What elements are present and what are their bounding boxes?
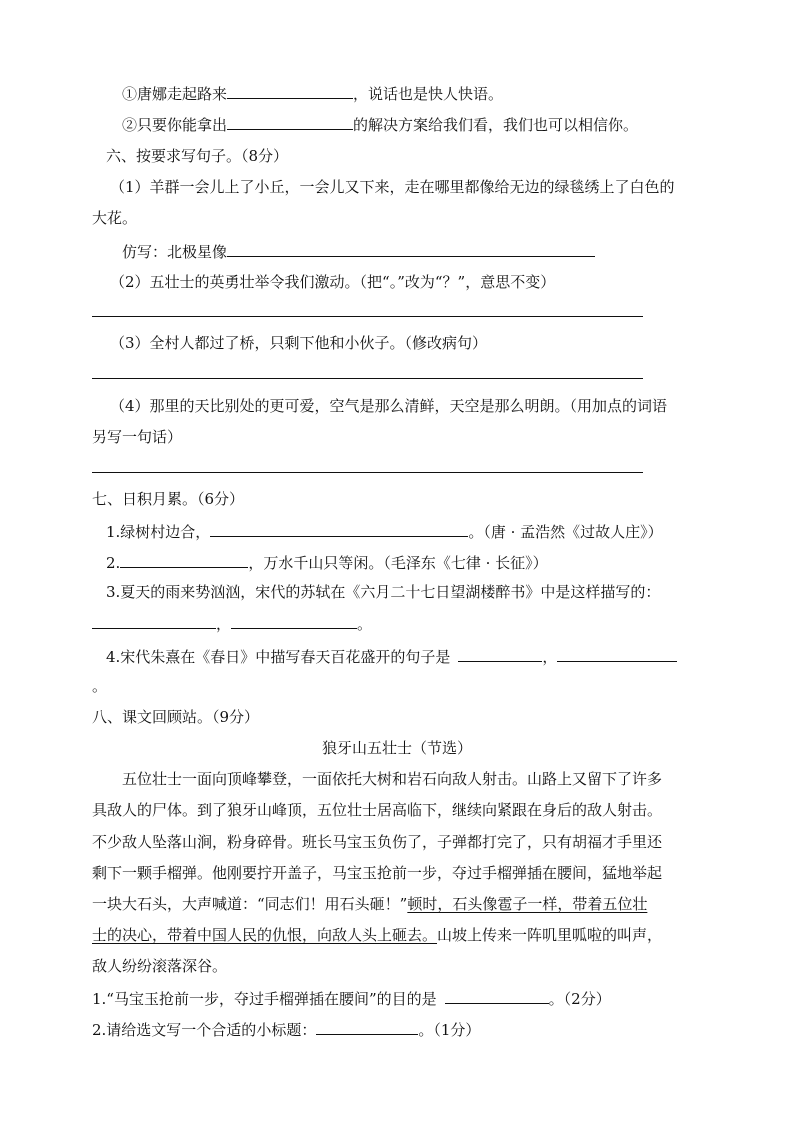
passage-line-2: 具敌人的尸体。到了狼牙山峰顶，五位壮士居高临下，继续向紧跟在身后的敌人射击。 (92, 801, 663, 819)
passage-line-6 (92, 925, 662, 945)
s7-q1-text-pre: 1.绿树村边合， (106, 523, 211, 541)
s5-item-2-text-post: 的解决方案给我们看，我们也可以相信你。 (353, 116, 639, 134)
s5-item-1 (122, 82, 503, 102)
passage-line-4: 剩下一颗手榴弹。他刚要拧开盖子，马宝玉抢前一步，夺过手榴弹插在腰间，猛地举起 (92, 864, 663, 882)
s6-q1-line2: 大花。 (92, 209, 138, 227)
s6-heading: 六、按要求写句子。（8分） (106, 147, 289, 165)
s8-q2-text-pre: 2.请给选文写一个合适的小标题： (92, 1021, 317, 1039)
s7-q3-line1: 3.夏天的雨来势汹汹，宋代的苏轼在《六月二十七日望湖楼醉书》中是这样描写的： (106, 583, 661, 601)
s5-item-1-text-post: ，说话也是快人快语。 (353, 85, 504, 103)
s6-q1-imitate (122, 240, 595, 260)
s8-q1-blank[interactable] (445, 987, 549, 1004)
s5-item-2 (122, 113, 638, 133)
s7-q3-blank-1[interactable] (92, 612, 216, 629)
s7-q4 (106, 645, 677, 665)
s7-q2-text-post: ，万水千山只等闲。（毛泽东《七律 · 长征》） (248, 554, 548, 572)
s7-q3-end: 。 (357, 615, 373, 633)
s7-q1-text-post: 。（唐 · 孟浩然《过故人庄》） (468, 523, 663, 541)
passage-line-1: 五位壮士一面向顶峰攀登，一面依托大树和岩石向敌人射击。山路上又留下了许多 (122, 770, 663, 788)
s5-item-2-text-pre: ②只要你能拿出 (122, 116, 228, 134)
s7-q4-separator: ， (542, 648, 558, 666)
s8-q1-text-pre: 1.“马宝玉抢前一步，夺过手榴弹插在腰间”的目的是 (92, 990, 437, 1008)
passage-line-6-underlined: 士的决心，带着中国人民的仇恨，向敌人头上砸去。 (92, 926, 438, 944)
s6-q4-answer-line[interactable] (92, 472, 643, 473)
s7-q4-end: 。 (92, 677, 108, 695)
s6-q1-imitate-blank[interactable] (227, 240, 595, 257)
s6-q1-line1: （1）羊群一会儿上了小丘，一会儿又下来，走在哪里都像给无边的绿毯绣上了白色的 (110, 178, 675, 196)
s8-q1 (92, 987, 611, 1007)
s7-heading: 七、日积月累。（6分） (92, 490, 245, 508)
s7-q3-line2 (92, 612, 372, 632)
s7-q4-text-pre: 4.宋代朱熹在《春日》中描写春天百花盛开的句子是 (106, 648, 451, 666)
s7-q2 (106, 551, 548, 571)
passage-line-3: 不少敌人坠落山涧，粉身碎骨。班长马宝玉负伤了，子弹都打完了，只有胡福才手里还 (92, 833, 663, 851)
s7-q1 (106, 520, 663, 540)
s7-q2-blank[interactable] (120, 551, 248, 568)
s8-q2 (92, 1018, 480, 1038)
passage-line-5-plain: 一块大石头，大声喊道：“同志们！用石头砸！” (92, 895, 408, 913)
s6-q3-answer-line[interactable] (92, 378, 643, 379)
s6-q4-line1: （4）那里的天比别处的更可爱，空气是那么清鲜，天空是那么明朗。（用加点的词语 (110, 397, 668, 415)
passage-line-5-underlined: 顿时，石头像雹子一样，带着五位壮 (407, 895, 648, 913)
s6-q4-line2: 另写一句话） (92, 428, 183, 446)
s7-q3-blank-2[interactable] (231, 612, 357, 629)
s6-q3: （3）全村人都过了桥，只剩下他和小伙子。（修改病句） (110, 334, 488, 352)
passage-line-6-plain: 山坡上传来一阵叽里呱啦的叫声， (437, 926, 663, 944)
s5-item-2-blank[interactable] (227, 113, 353, 130)
s6-q2-answer-line[interactable] (92, 316, 643, 317)
passage-line-7: 敌人纷纷滚落深谷。 (92, 957, 228, 975)
s7-q3-separator: ， (216, 615, 232, 633)
s5-item-1-blank[interactable] (227, 82, 353, 99)
s8-q1-text-post: 。（2分） (548, 990, 611, 1008)
s7-q4-blank-1[interactable] (458, 645, 542, 662)
s8-q2-text-post: 。（1分） (418, 1021, 481, 1039)
s7-q2-text-pre: 2. (106, 554, 121, 572)
s5-item-1-text-pre: ①唐娜走起路来 (122, 85, 228, 103)
s6-q2: （2）五壮士的英勇壮举令我们激动。（把“。”改为“？”，意思不变） (110, 273, 556, 291)
s6-q1-imitate-label: 仿写：北极星像 (122, 243, 228, 261)
passage-line-5 (92, 894, 647, 914)
s7-q1-blank[interactable] (210, 520, 468, 537)
passage-title: 狼牙山五壮士（节选） (321, 739, 472, 757)
s8-q2-blank[interactable] (316, 1018, 418, 1035)
s8-heading: 八、课文回顾站。（9分） (92, 708, 260, 726)
s7-q4-blank-2[interactable] (557, 645, 677, 662)
